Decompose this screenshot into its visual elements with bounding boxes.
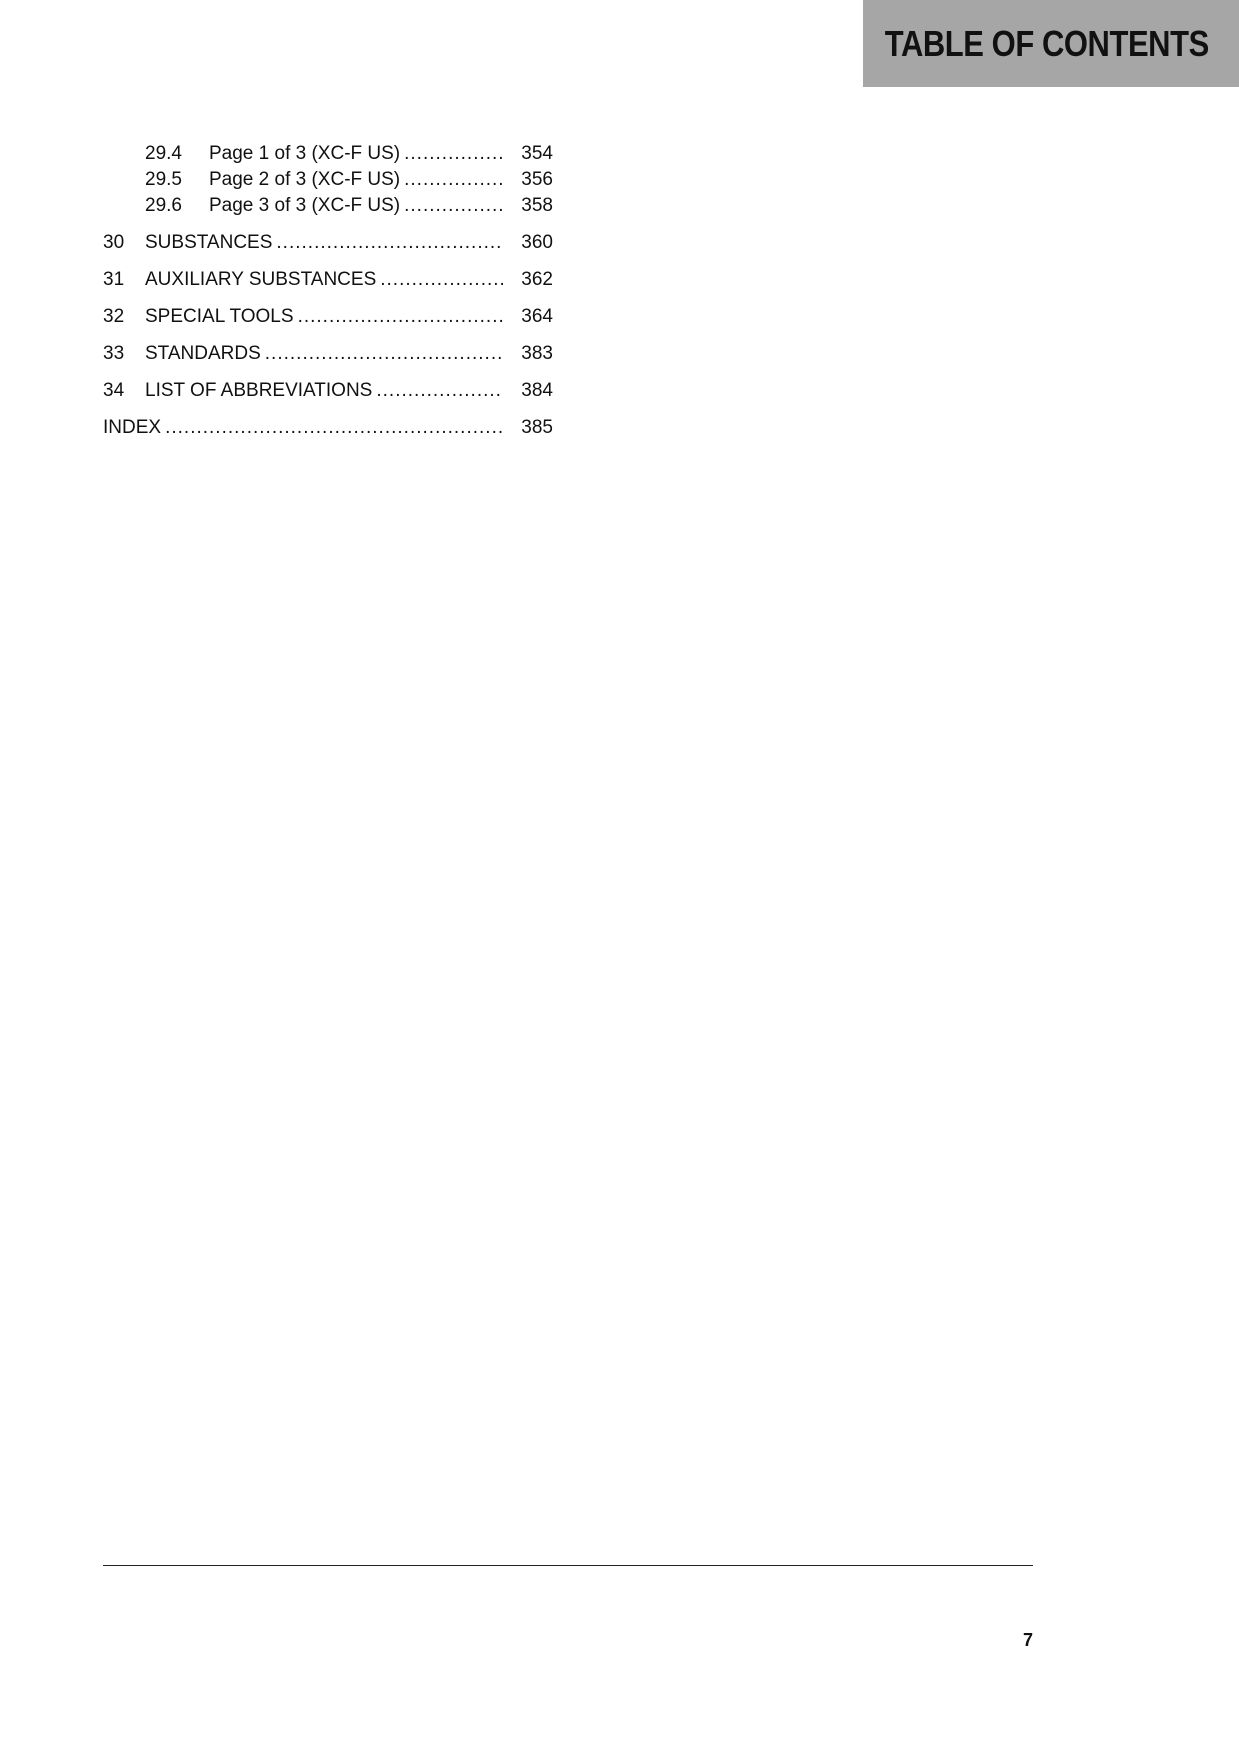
toc-dot-leader xyxy=(265,341,503,367)
toc-entry-title: SUBSTANCES xyxy=(145,232,273,253)
section-title: TABLE OF CONTENTS xyxy=(884,22,1209,64)
toc-entry-34[interactable] xyxy=(103,378,553,404)
toc-entry-33[interactable] xyxy=(103,341,553,367)
toc-entry-title: LIST OF ABBREVIATIONS xyxy=(145,380,373,401)
toc-entry-title: INDEX xyxy=(103,417,162,438)
toc-entry-30[interactable] xyxy=(103,230,553,256)
toc-entry-32[interactable] xyxy=(103,304,553,330)
toc-entry-number: 30 xyxy=(103,232,125,253)
toc-entry-29-4[interactable] xyxy=(103,141,553,167)
toc-entry-page: 362 xyxy=(521,269,553,290)
toc-dot-leader xyxy=(404,141,503,167)
toc-entry-29-5[interactable] xyxy=(103,167,553,193)
footer-divider xyxy=(103,1565,1033,1566)
toc-entry-number: 32 xyxy=(103,306,125,327)
toc-dot-leader xyxy=(376,378,503,404)
toc-dot-leader xyxy=(276,230,503,256)
toc-entry-page: 364 xyxy=(521,306,553,327)
toc-entry-index[interactable] xyxy=(103,415,553,441)
toc-entry-page: 354 xyxy=(521,143,553,164)
toc-dot-leader xyxy=(380,267,503,293)
toc-entry-page: 356 xyxy=(521,169,553,190)
toc-dot-leader xyxy=(298,304,503,330)
toc-entry-number: 29.4 xyxy=(145,143,182,164)
toc-entry-number: 33 xyxy=(103,343,125,364)
table-of-contents xyxy=(103,141,553,441)
toc-entry-page: 385 xyxy=(521,417,553,438)
toc-dot-leader xyxy=(165,415,503,441)
section-header-tab xyxy=(863,0,1239,87)
toc-entry-title: Page 3 of 3 (XC-F US) xyxy=(209,195,401,216)
toc-entry-31[interactable] xyxy=(103,267,553,293)
toc-dot-leader xyxy=(404,167,503,193)
toc-entry-page: 383 xyxy=(521,343,553,364)
toc-entry-title: Page 2 of 3 (XC-F US) xyxy=(209,169,401,190)
toc-entry-page: 358 xyxy=(521,195,553,216)
toc-entry-title: AUXILIARY SUBSTANCES xyxy=(145,269,377,290)
toc-entry-title: SPECIAL TOOLS xyxy=(145,306,294,327)
toc-entry-page: 384 xyxy=(521,380,553,401)
toc-entry-page: 360 xyxy=(521,232,553,253)
toc-dot-leader xyxy=(404,193,503,219)
toc-entry-29-6[interactable] xyxy=(103,193,553,219)
toc-entry-number: 34 xyxy=(103,380,125,401)
toc-entry-title: STANDARDS xyxy=(145,343,261,364)
toc-entry-number: 29.6 xyxy=(145,195,182,216)
toc-entry-number: 31 xyxy=(103,269,125,290)
toc-entry-number: 29.5 xyxy=(145,169,182,190)
page-number: 7 xyxy=(1022,1630,1033,1650)
toc-entry-title: Page 1 of 3 (XC-F US) xyxy=(209,143,401,164)
